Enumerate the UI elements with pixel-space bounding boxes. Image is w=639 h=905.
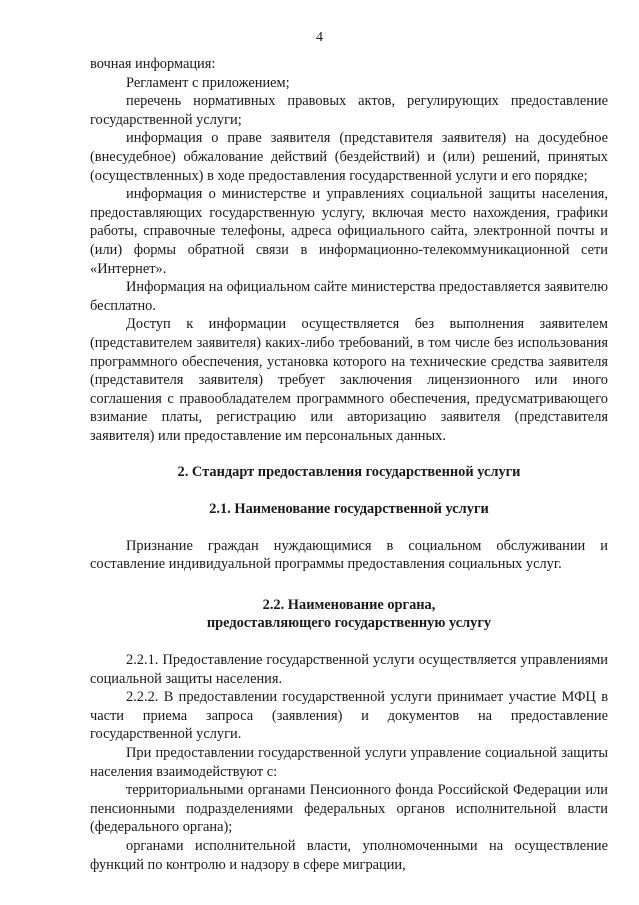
section-heading: 2. Стандарт предоставления государственной услуги xyxy=(177,464,521,481)
paragraph: вочная информация: xyxy=(90,56,216,72)
paragraph: 2.2.1. Предоставление государственной услуги осуществляется управлениями социальной защиты населения. xyxy=(90,652,608,687)
document-body xyxy=(90,55,608,874)
paragraph: 2.2.2. В предоставлении государственной услуги принимает участие МФЦ в части приема запроса (заявления) и документов на предоставление государственной услуги. xyxy=(90,689,608,743)
paragraph: органами исполнительной власти, уполномоченными на осуществление функций по контролю и надзору в сфере миграции, xyxy=(90,837,608,873)
paragraph: территориальными органами Пенсионного фонда Российской Федерации или пенсионными подразделениями федеральных органов исполнительной власти (федерального органа); xyxy=(90,782,608,836)
page-number: 4 xyxy=(316,30,323,45)
paragraph: перечень нормативных правовых актов, регулирующих предоставление государственной услуги; xyxy=(90,93,608,128)
paragraph: информация о министерстве и управлениях социальной защиты населения, предоставляющих государственную услугу, включая место нахождения, графики работы, справочные телефоны, адреса официального сайта, электронной почты и (или) формы обратной связи в информационно-телекоммуникационной сети «Интернет». xyxy=(90,186,608,277)
paragraph: Признание граждан нуждающимися в социальном обслуживании и составление индивидуальной программы предоставления социальных услуг. xyxy=(90,537,608,573)
paragraph: Информация на официальном сайте министерства предоставляется заявителю бесплатно. xyxy=(90,279,608,314)
paragraph: При предоставлении государственной услуги управление социальной защиты населения взаимодействуют с: xyxy=(90,745,608,780)
subsection-heading-line1: 2.2. Наименование органа, xyxy=(262,596,436,613)
subsection-heading: 2.1. Наименование государственной услуги xyxy=(209,501,489,518)
paragraph: Доступ к информации осуществляется без выполнения заявителем (представителем заявителя) каких-либо требований, в том числе без использования программного обеспечения, установка которого на технические средства заявителя (представителя заявителя) требует заключения лицензионного или иного соглашения с правообладателем программного обеспечения, предусматривающего взимание платы, регистрацию или авторизацию заявителя (представителя заявителя) или предоставление им персональных данных. xyxy=(90,316,608,444)
paragraph: Регламент с приложением; xyxy=(126,74,290,91)
paragraph: информация о праве заявителя (представителя заявителя) на досудебное (внесудебное) обжалование действий (бездействий) и (или) решений, принятых (осуществленных) в ходе предоставления государственной услуги и его порядке; xyxy=(90,130,608,184)
subsection-heading-line2: предоставляющего государственную услугу xyxy=(206,615,492,632)
